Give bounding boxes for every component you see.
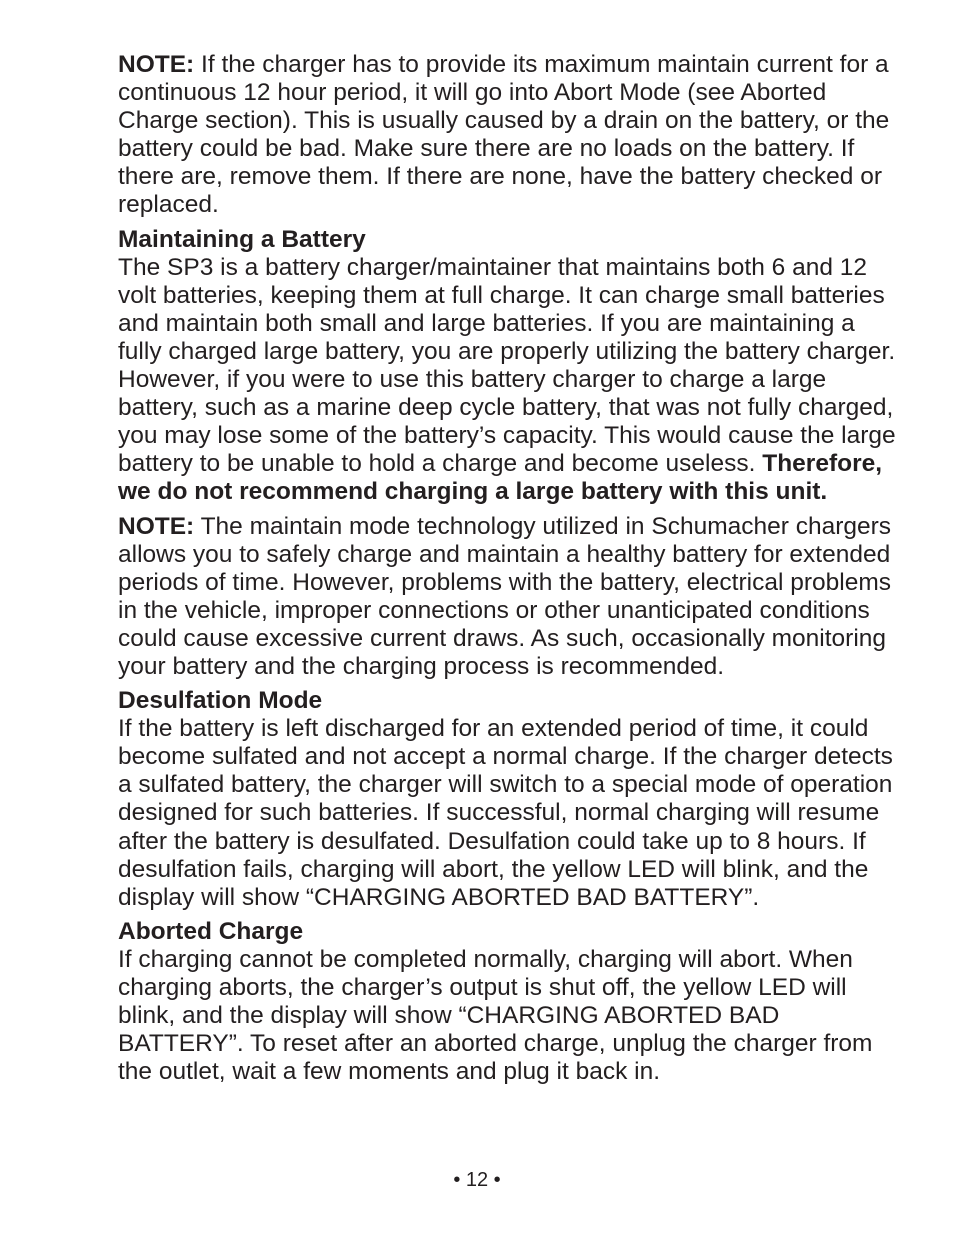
- manual-page-body: [118, 51, 904, 1092]
- section-aborted-charge: [118, 918, 904, 1087]
- section-paragraph: If the battery is left discharged for an extended period of time, it could become sulfated and not accept a normal charge. If the charger detects a sulfated battery, the charger will switch to a special mode of operation designed for such batteries. If successful, normal charging will resume after the battery is desulfated. Desulfation could take up to 8 hours. If desulfation fails, charging will abort, the yellow LED will blink, and the display will show “CHARGING ABORTED BAD BATTERY”.: [118, 715, 893, 911]
- paragraph-text: The SP3 is a battery charger/maintainer that maintains both 6 and 12 volt batteries, keeping them at full charge. It can charge small batteries and maintain both small and large batteries. If you are maintaining a fully charged large battery, you are properly utilizing the battery charger. However, if you were to use this battery charger to charge a large battery, such as a marine deep cycle battery, that was not fully charged, you may lose some of the battery’s capacity. This would cause the large battery to be unable to hold a charge and become useless.: [118, 253, 896, 478]
- section-heading: Maintaining a Battery: [118, 225, 366, 253]
- section-paragraph: [118, 254, 904, 507]
- note-maintain-mode: [118, 513, 904, 682]
- page-number: • 12 •: [453, 1169, 501, 1191]
- note-label: NOTE:: [118, 512, 195, 540]
- section-maintaining-battery: [118, 226, 904, 507]
- section-heading: Desulfation Mode: [118, 687, 323, 715]
- warning-text: Therefore, we do not recommend charging a large battery with this unit.: [118, 450, 883, 506]
- section-desulfation-mode: [118, 687, 904, 912]
- note-maintain-current: [118, 51, 904, 220]
- note-text: The maintain mode technology utilized in Schumacher chargers allows you to safely charge and maintain a healthy battery for extended periods of time. However, problems with the battery, electrical problems in the vehicle, improper connections or other unanticipated conditions could cause excessive current draws. As such, occasionally monitoring your battery and the charging process is recommended.: [118, 512, 892, 680]
- note-label: NOTE:: [118, 51, 195, 78]
- section-heading: Aborted Charge: [118, 917, 304, 945]
- note-text: If the charger has to provide its maximum maintain current for a continuous 12 hour period, it will go into Abort Mode (see Aborted Charge section). This is usually caused by a drain on the battery, or the battery could be bad. Make sure there are no loads on the battery. If there are, remove them. If there are none, have the battery checked or replaced.: [118, 51, 890, 219]
- section-paragraph: If charging cannot be completed normally, charging will abort. When charging aborts, the charger’s output is shut off, the yellow LED will blink, and the display will show “CHARGING ABORTED BAD BATTERY”. To reset after an aborted charge, unplug the charger from the outlet, wait a few moments and plug it back in.: [118, 945, 873, 1086]
